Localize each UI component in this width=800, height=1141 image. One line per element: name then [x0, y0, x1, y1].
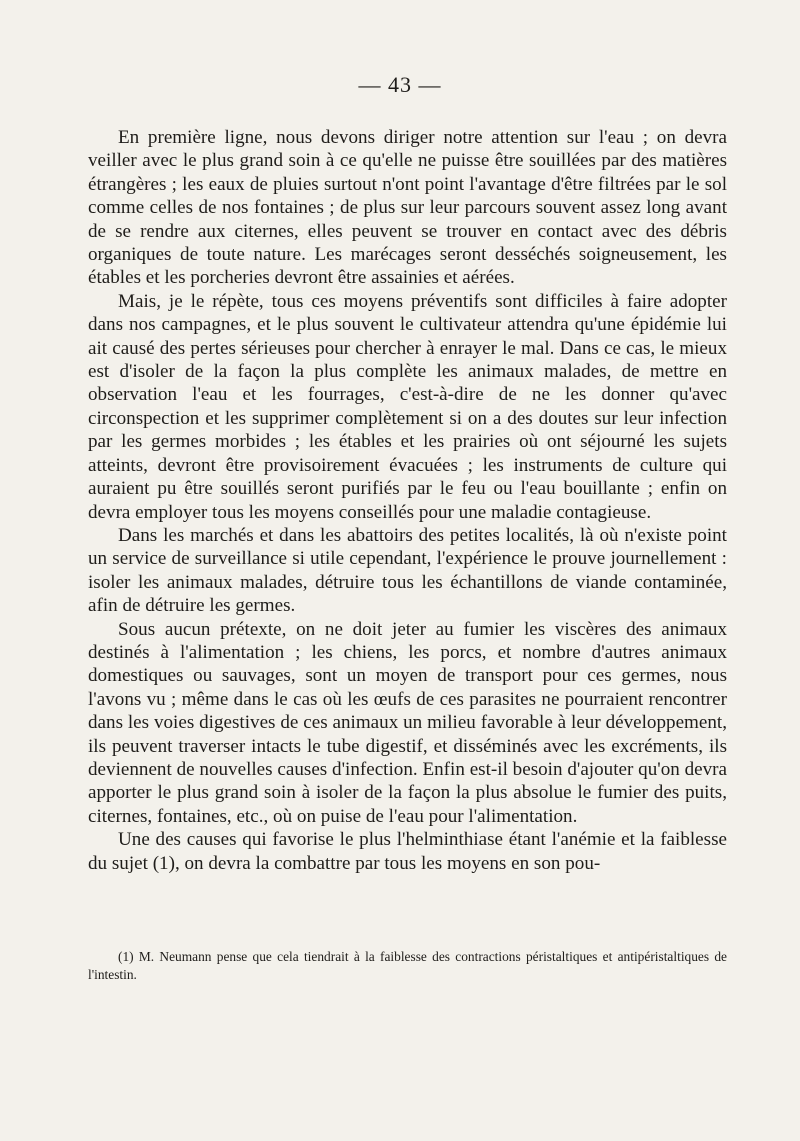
main-text	[88, 126, 727, 875]
footnote	[88, 948, 727, 984]
footnote-text: (1) M. Neumann pense que cela tiendrait à la faiblesse des contractions péristaltiques et antipéristaltiques de l'intestin.	[88, 949, 727, 982]
paragraph-1: En première ligne, nous devons diriger notre attention sur l'eau ; on devra veiller avec le plus grand soin à ce qu'elle ne puisse être souillées par des matières étrangères ; les eaux de pluies surtout n'ont point l'avantage d'être filtrées par le sol comme celles de nos fontaines ; de plus sur leur parcours souvent assez long avant de se rendre aux citernes, elles peuvent se trouver en contact avec des débris organiques de toute nature. Les marécages seront desséchés soigneusement, les étables et les porcheries devront être assainies et aérées.	[88, 127, 727, 289]
paragraph-4: Sous aucun prétexte, on ne doit jeter au fumier les viscères des animaux destinés à l'alimentation ; les chiens, les porcs, et nombre d'autres animaux domestiques ou sauvages, sont un moyen de transport pour ces germes, nous l'avons vu ; même dans le cas où les œufs de ces parasites ne pourraient rencontrer dans les voies digestives de ces animaux un milieu favorable à leur développement, ils peuvent traverser intacts le tube digestif, et disséminés avec les excréments, ils deviennent de nouvelles causes d'infection. Enfin est-il besoin d'ajouter qu'on devra apporter le plus grand soin à isoler de la façon la plus absolue le fumier des puits, citernes, fontaines, etc., où on puise de l'eau pour l'alimentation.	[88, 618, 727, 827]
paragraph-5: Une des causes qui favorise le plus l'helminthiase étant l'anémie et la faiblesse du sujet (1), on devra la combattre par tous les moyens en son pou-	[88, 829, 727, 874]
paragraph-2: Mais, je le répète, tous ces moyens préventifs sont difficiles à faire adopter dans nos campagnes, et le plus souvent le cultivateur attendra qu'une épidémie lui ait causé des pertes sérieuses pour chercher à enrayer le mal. Dans ce cas, le mieux est d'isoler de la façon la plus complète les animaux malades, de mettre en observation l'eau et les fourrages, c'est-à-dire de ne les donner qu'avec circonspection et les supprimer complètement si on a des doutes sur leur infection par les germes morbides ; les étables et les prairies où ont séjourné les sujets atteints, devront être provisoirement évacuées ; les instruments de culture qui auraient pu être souillés seront purifiés par le feu ou l'eau bouillante ; enfin on devra employer tous les moyens conseillés pour une maladie contagieuse.	[88, 290, 727, 523]
page-number: — 43 —	[358, 72, 442, 97]
paragraph-3: Dans les marchés et dans les abattoirs des petites localités, là où n'existe point un service de surveillance si utile cependant, l'expérience le prouve journellement : isoler les animaux malades, détruire tous les échantillons de viande contaminée, afin de détruire les germes.	[88, 524, 727, 617]
